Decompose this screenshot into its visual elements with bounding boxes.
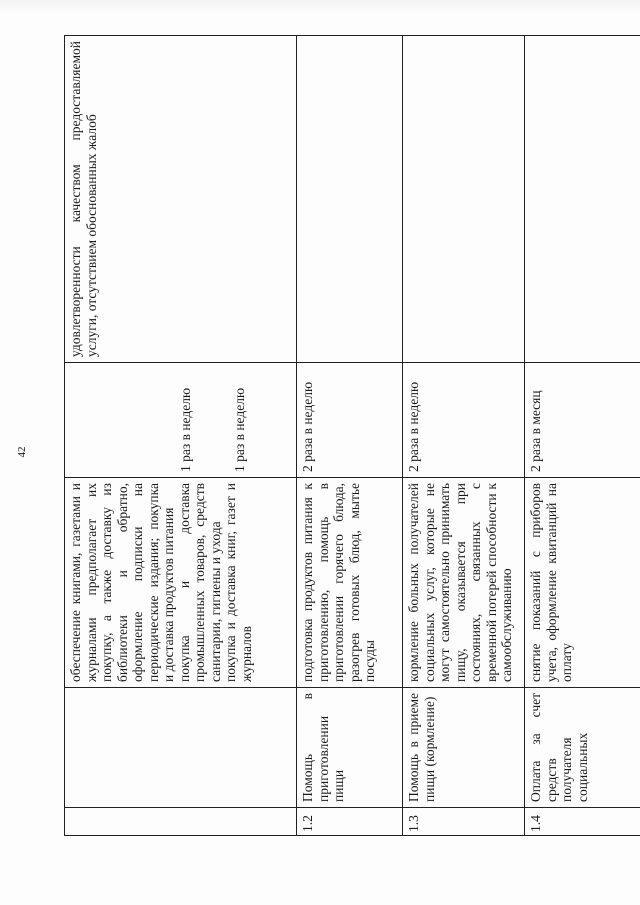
page-number: 42 [16,446,28,458]
row-number: 1.4 [525,808,640,836]
service-frequency: 2 раза в неделю [297,363,403,478]
frequency-value [68,368,82,472]
quality-criteria: удовлетворенности качеством предоставляемой услуги, отсутствием обоснованных жалоб [65,36,297,363]
table-row [297,36,403,836]
row-number [65,808,297,836]
service-name: Помощь в приеме пищи (кормление) [403,688,525,808]
quality-criteria [525,36,640,363]
service-frequency: 2 раза в месяц [525,363,640,478]
scan-artifact-strip [0,0,640,14]
service-description: снятие показаний с приборов учета, оформление квитанций на оплату [525,478,640,688]
service-description: подготовка продуктов питания к приготовлению, помощь в приготовлении горячего блюда, разогрев готовых блюд, мытье посуды [297,478,403,688]
frequency-value: 1 раз в неделю [178,387,193,472]
row-number: 1.2 [297,808,403,836]
description-paragraph: обеспечение книгами, газетами и журналами предполагает их покупку, а также доставку из библиотеки и обратно, оформление подписки на периодические издания; покупка и доставка продуктов питания [68,483,176,682]
rotated-table-wrapper [64,36,640,836]
quality-criteria [297,36,403,363]
description-paragraph: покупка и доставка книг, газет и журналов [223,483,254,682]
services-table [64,35,640,836]
service-frequency: 2 раза в неделю [403,363,525,478]
service-name: Помощь в приготовлении пищи [297,688,403,808]
frequency-value: 1 раз в неделю [231,387,247,472]
service-description: кормление больных получателей социальных услуг, которые не могут самостоятельно принимать пищу, оказывается при состояниях, связанных с временной потерей способности к самообслуживанию [403,478,525,688]
service-description [65,478,297,688]
table-row [403,36,525,836]
table-row [65,36,297,836]
description-paragraph: покупка и доставка промышленных товаров, средств санитарии, гигиены и ухода [176,483,223,682]
service-frequency [65,363,297,478]
table-row [525,36,640,836]
row-number: 1.3 [403,808,525,836]
service-name: Оплата за счет средств получателя социальных [525,688,640,808]
quality-criteria [403,36,525,363]
service-name [65,688,297,808]
